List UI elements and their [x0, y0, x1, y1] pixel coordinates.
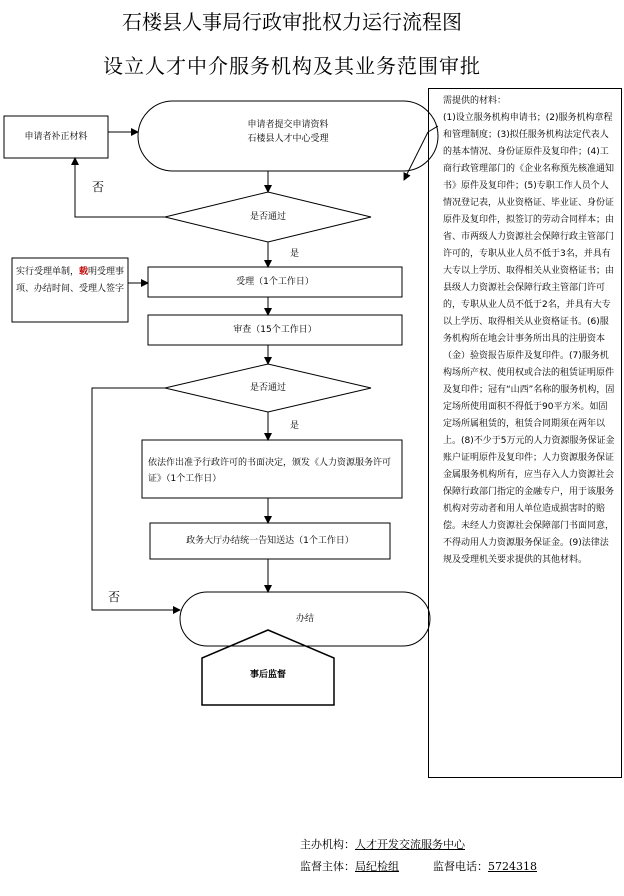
supplement-label: 申请者补正材料 [24, 132, 88, 142]
decision-doc-label: 依法作出准予行政许可的书面决定，颁发《人力资源服务许可证》（1个工作日） [148, 458, 392, 484]
footer-supervision [300, 858, 537, 874]
org-label: 主办机构： [300, 838, 355, 851]
page-subtitle: 设立人才中介服务机构及其业务范围审批 [103, 54, 481, 78]
side-note-red: 载 [79, 267, 89, 277]
page-title: 石楼县人事局行政审批权力运行流程图 [122, 10, 462, 34]
apply-line1: 申请者提交申请资料 [247, 120, 329, 130]
phone-value: 5724318 [488, 860, 537, 873]
footer-org [300, 836, 555, 852]
side-note-post: 明受理事项、办结时间、受理人签字 [16, 267, 125, 294]
decision1-label: 是否通过 [249, 212, 286, 222]
org-value: 人才开发交流服务中心 [355, 838, 465, 851]
side-note-pre: 实行受理单制， [16, 267, 80, 277]
apply-line2: 石楼县人才中心受理 [247, 134, 329, 144]
supervision-label: 事后监督 [249, 670, 286, 680]
materials-panel [428, 88, 622, 778]
materials-heading: 需提供的材料： [443, 96, 507, 106]
sup-value: 局纪检组 [355, 860, 399, 873]
yes1-label: 是 [290, 249, 300, 259]
no2-label: 否 [108, 590, 121, 604]
review-label: 审查（15个工作日） [233, 325, 317, 335]
phone-label: 监督电话： [433, 860, 488, 873]
materials-body: (1)设立服务机构申请书；(2)服务机构章程和管理制度；(3)拟任服务机构法定代表人的基本情况、身份证原件及复印件；(4)工商行政管理部门的《企业名称预先核准通知书》原件及复印件；(5)专职工作人员个人情况登记表，从业资格证、毕业证、身份证原件及复印件，拟签订的劳动合同样本；由省、市两级人力资源社会保障行政主管部门许可的，专职从业人员不低于3名，并具有大专以上学历、取得相关从业资格证书；由县级人力资源社会保障行政主管部门许可的，专职从业人员不低于2名，并具有大专以上学历、取得相关从业资格证书。(6)服务机构所在地会计事务所出具的注册资本（金）验资报告原件及复印件。(7)服务机构场所产权、使用权或合法的租赁证明原件及复印件；冠有“山西”名称的服务机构，固定场所使用面积不得低于90平方米。如固定场所属租赁的，租赁合同期须在两年以上。(8)不少于5万元的人力资源服务保证金账户证明原件及复印件；人力资源服务保证金属服务机构所有，应当存入人力资源社会保障行政部门指定的金融专户，用于该服务机构对劳动者和用人单位造成损害时的赔偿。未经人力资源社会保障部门书面同意，不得动用人力资源服务保证金。(9)法律法规及受理机关要求提供的其他材料。 [443, 113, 615, 565]
accept-label: 受理（1个工作日） [236, 277, 314, 287]
done-label: 办结 [295, 614, 314, 624]
side-note-text [16, 264, 126, 298]
yes2-label: 是 [290, 421, 300, 431]
decision2-label: 是否通过 [249, 383, 286, 393]
sup-label: 监督主体： [300, 860, 355, 873]
no1-label: 否 [92, 180, 105, 194]
apply-text [138, 118, 438, 146]
notify-label: 政务大厅办结统一告知送达（1个工作日） [186, 536, 354, 546]
